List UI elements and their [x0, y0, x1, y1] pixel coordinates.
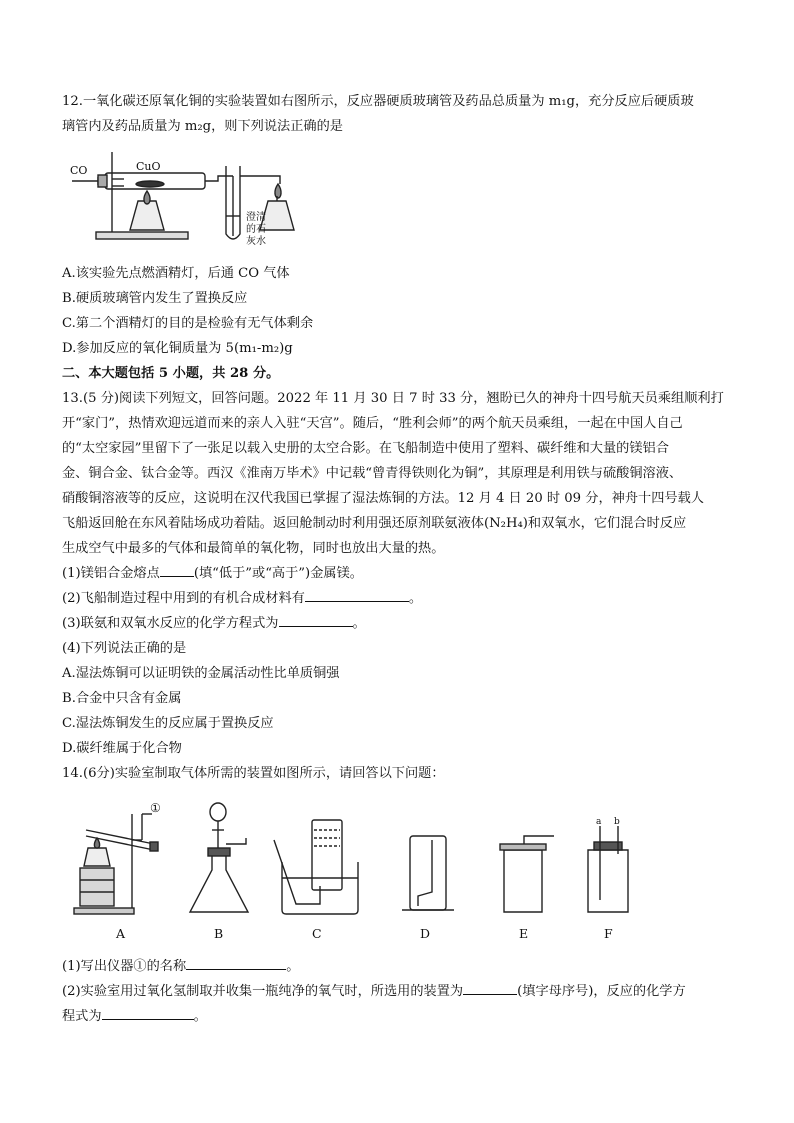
q14-sub-1	[62, 955, 754, 980]
q12-stem-line-2: 璃管内及药品质量为 m₂g，则下列说法正确的是	[62, 119, 343, 134]
q14-sub-2-text-d: 。	[193, 1009, 207, 1024]
limewater-label-2: 的石	[246, 224, 266, 235]
q13-sub-2	[62, 587, 754, 612]
q14-blank-3[interactable]	[102, 1005, 194, 1020]
label-d: D	[420, 926, 431, 941]
q14-blank-1[interactable]	[186, 955, 286, 970]
q14-sub-2-text-a: (2)实验室用过氧化氢制取并收集一瓶纯净的氧气时，所选用的装置为	[62, 984, 464, 999]
q12-option-d: D.参加反应的氧化铜质量为 5(m₁-m₂)g	[62, 341, 293, 356]
apparatus-b	[190, 803, 248, 912]
port-label-b: b	[614, 817, 620, 827]
q13-sub-1-text-a: (1)镁铝合金熔点	[62, 566, 160, 581]
q13-option-c: C.湿法炼铜发生的反应属于置换反应	[62, 716, 274, 731]
q13-sub-3-text-b: 。	[352, 616, 366, 631]
label-b: B	[214, 926, 224, 941]
q13-passage-line-2: 开“家门”，热情欢迎远道而来的亲人入驻“天宫”。随后，“胜利会师”的两个航天员乘组，一起在中国人自己	[62, 416, 683, 431]
q14-sub-2-text-c: 程式为	[62, 1009, 102, 1024]
label-a: A	[116, 926, 126, 941]
q14-sub-2	[62, 980, 754, 1005]
label-e: E	[519, 926, 529, 941]
cuo-label: CuO	[136, 160, 161, 173]
apparatus-a	[74, 814, 158, 914]
q13-passage-line-6: 飞船返回舱在东风着陆场成功着陆。返回舱制动时利用强还原剂联氨液体(N₂H₄)和双氧水，它们混合时反应	[62, 516, 687, 531]
q12-stem-line-1: 12.一氧化碳还原氧化铜的实验装置如右图所示，反应器硬质玻璃管及药品总质量为 m₁g，充分反应后硬质玻	[62, 94, 694, 109]
q14-blank-2[interactable]	[463, 980, 517, 995]
q13-sub-1-text-b: (填“低于”或“高于”)金属镁。	[193, 566, 363, 581]
q13-sub-4: (4)下列说法正确的是	[62, 641, 187, 656]
q13-option-a: A.湿法炼铜可以证明铁的金属活动性比单质铜强	[62, 666, 340, 681]
q14-sub-1-text-b: 。	[286, 959, 300, 974]
apparatus-d	[402, 836, 454, 910]
q12-option-a: A.该实验先点燃酒精灯，后通 CO 气体	[62, 266, 290, 281]
q13-passage-line-4: 金、铜合金、钛合金等。西汉《淮南万毕术》中记载“曾青得铁则化为铜”，其原理是利用铁与硫酸铜溶液、	[62, 466, 683, 481]
co-label: CO	[70, 164, 88, 177]
label-c: C	[312, 926, 322, 941]
q13-passage-line-7: 生成空气中最多的气体和最简单的氧化物，同时也放出大量的热。	[62, 541, 445, 556]
q13-blank-3[interactable]	[279, 612, 353, 627]
q13-passage-line-5: 硝酸铜溶液等的反应，这说明在汉代我国已掌握了湿法炼铜的方法。12 月 4 日 20 时 09 分，神舟十四号载人	[62, 491, 704, 506]
limewater-label-1: 澄清	[246, 212, 266, 223]
port-label-a: a	[596, 817, 602, 827]
apparatus-c	[274, 820, 358, 914]
q13-blank-2[interactable]	[305, 587, 409, 602]
q14-sub-2-text-b: (填字母序号)，反应的化学方	[517, 984, 686, 999]
q13-passage-line-3: 的“太空家园”里留下了一张足以载入史册的太空合影。在飞船制造中使用了塑料、碳纤维和大量的镁铝合	[62, 441, 669, 456]
apparatus-f	[588, 826, 628, 912]
apparatus-e	[500, 836, 554, 912]
q13-sub-3-text-a: (3)联氨和双氧水反应的化学方程式为	[62, 616, 279, 631]
q13-option-d: D.碳纤维属于化合物	[62, 741, 182, 756]
q12-option-b: B.硬质玻璃管内发生了置换反应	[62, 291, 248, 306]
q13-sub-2-text-b: 。	[408, 591, 423, 606]
q12-apparatus-figure	[68, 146, 318, 248]
q13-blank-1[interactable]	[160, 562, 194, 577]
label-f: F	[604, 926, 613, 941]
q14-sub-1-text-a: (1)写出仪器①的名称	[62, 959, 187, 974]
instrument-marker-1: ①	[150, 801, 161, 815]
limewater-label-3: 灰水	[246, 236, 266, 247]
q14-stem: 14.(6分)实验室制取气体所需的装置如图所示，请回答以下问题：	[62, 766, 445, 781]
q13-sub-2-text-a: (2)飞船制造过程中用到的有机合成材料有	[62, 591, 305, 606]
q14-apparatus-figure	[66, 800, 666, 946]
q13-passage-line-1: 13.(5 分)阅读下列短文，回答问题。2022 年 11 月 30 日 7 时 33 分，翘盼已久的神舟十四号航天员乘组顺利打	[62, 391, 724, 406]
q13-option-b: B.合金中只含有金属	[62, 691, 182, 706]
q13-sub-3	[62, 612, 754, 637]
q13-sub-1	[62, 562, 754, 587]
q14-sub-2-cont	[62, 1005, 754, 1030]
section-2-heading: 二、本大题包括 5 小题，共 28 分。	[62, 366, 280, 381]
q12-option-c: C.第二个酒精灯的目的是检验有无气体剩余	[62, 316, 314, 331]
